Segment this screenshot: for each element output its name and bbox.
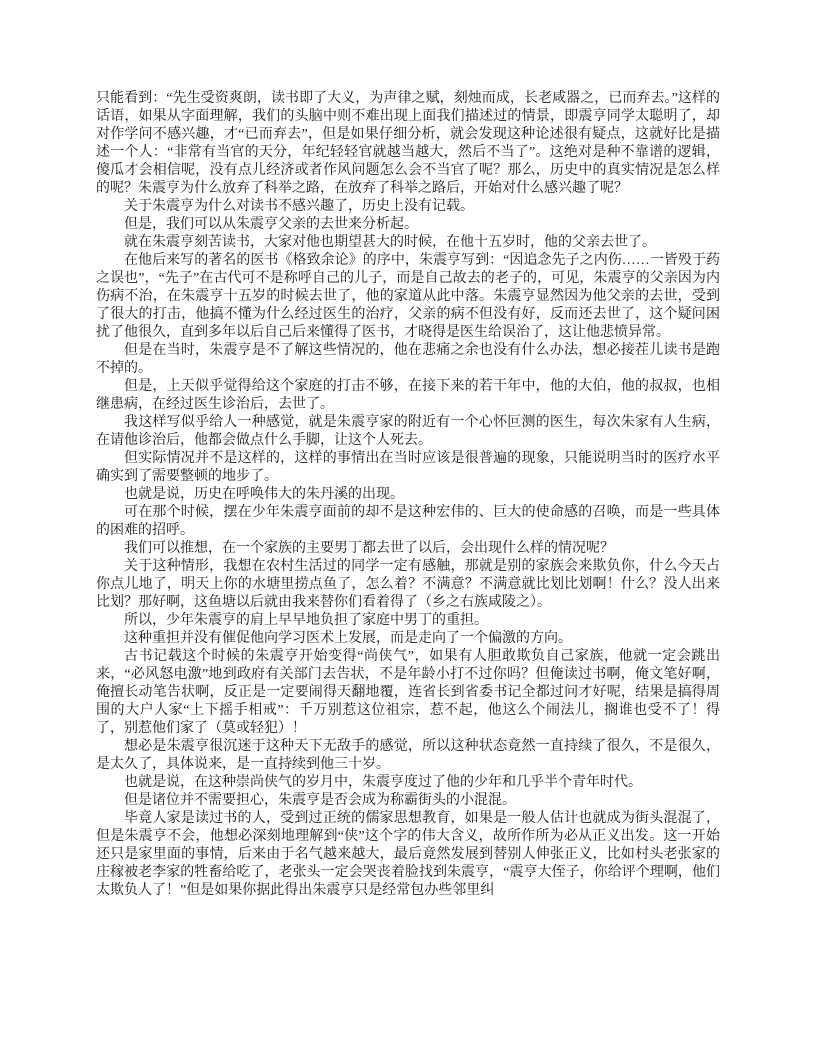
paragraph: 但是，上天似乎觉得给这个家庭的打击不够，在接下来的若干年中，他的大伯，他的叔叔，也相继患病，在经过医生诊治后，去世了。	[96, 379, 720, 412]
document-body	[96, 90, 720, 900]
paragraph: 但是诸位并不需要担心，朱震亨是否会成为称霸街头的小混混。	[124, 793, 516, 808]
paragraph: 但是，我们可以从朱震亨父亲的去世来分析起。	[124, 217, 418, 232]
paragraph: 我们可以推想，在一个家族的主要男丁都去世了以后，会出现什么样的情况呢？	[124, 541, 614, 556]
paragraph: 这种重担并没有催促他向学习医术上发展，而是走向了一个偏激的方向。	[124, 631, 572, 646]
paragraph: 也就是说，在这种崇尚侠气的岁月中，朱震亨度过了他的少年和几乎半个青年时代。	[124, 775, 642, 790]
paragraph: 所以，少年朱震亨的肩上早早地负担了家庭中男丁的重担。	[124, 613, 488, 628]
paragraph: 只能看到：“先生受资爽朗，读书即了大义，为声律之赋，刻烛而成，长老咸器之，已而弃去。”这样的话语，如果从字面理解，我们的头脑中则不难出现上面我们描述过的情景，即震亨同学太聪明了，却对作学问不感兴趣，才“已而弃去”，但是如果仔细分析，就会发现这种论述很有疑点，这就好比是描述一个人：“非常有当官的天分，年纪轻轻官就越当越大，然后不当了”。这绝对是种不靠谱的逻辑，傻瓜才会相信呢，没有点儿经济或者作风问题怎么会不当官了呢？那么，历史中的真实情况是怎么样的呢？朱震亨为什么放弃了科举之路，在放弃了科举之路后，开始对什么感兴趣了呢？	[96, 91, 720, 196]
paragraph: 古书记载这个时候的朱震亨开始变得“尚侠气”，如果有人胆敢欺负自己家族，他就一定会跳出来，“必风怒电激”地到政府有关部门去告状，不是年龄小打不过你吗？但俺读过书啊，俺文笔好啊，俺擅长动笔告状啊，反正是一定要闹得天翻地覆，连省长到省委书记全都过问才好呢，结果是搞得周围的大户人家“上下摇手相戒”：千万别惹这位祖宗，惹不起，他这么个闹法儿，搁谁也受不了！得了，别惹他们家了（莫或轻犯）！	[96, 649, 720, 736]
paragraph: 毕竟人家是读过书的人，受到过正统的儒家思想教育，如果是一般人估计也就成为街头混混了，但是朱震亨不会，他想必深刻地理解到“侠”这个字的伟大含义，故所作所为必从正义出发。这一开始还只是家里面的事情，后来由于名气越来越大，最后竟然发展到替别人伸张正义，比如村头老张家的庄稼被老李家的牲畜给吃了，老张头一定会哭丧着脸找到朱震亨，“震亨大侄子，你给评个理啊，他们太欺负人了！”但是如果你据此得出朱震亨只是经常包办些邻里纠	[96, 811, 720, 898]
paragraph: 关于朱震亨为什么对读书不感兴趣了，历史上没有记载。	[124, 199, 474, 214]
paragraph: 在他后来写的著名的医书《格致余论》的序中，朱震亨写到：“因追念先子之内伤……一皆殁于药之误也”，“先子”在古代可不是称呼自己的儿子，而是自己故去的老子的，可见，朱震亨的父亲因为内伤病不治，在朱震亨十五岁的时候去世了，他的家道从此中落。朱震亨显然因为他父亲的去世，受到了很大的打击，他搞不懂为什么经过医生的治疗，父亲的病不但没有好，反而还去世了，这个疑问困扰了他很久，直到多年以后自己后来懂得了医书，才晓得是医生给误治了，这让他悲愤异常。	[96, 253, 720, 340]
paragraph: 可在那个时候，摆在少年朱震亨面前的却不是这种宏伟的、巨大的使命感的召唤，而是一些具体的困难的招呼。	[96, 505, 720, 538]
paragraph: 就在朱震亨刻苦读书，大家对他也期望甚大的时候，在他十五岁时，他的父亲去世了。	[124, 235, 656, 250]
paragraph: 但是在当时，朱震亨是不了解这些情况的，他在悲痛之余也没有什么办法，想必接茬儿读书是跑不掉的。	[96, 343, 720, 376]
paragraph: 但实际情况并不是这样的，这样的事情出在当时应该是很普遍的现象，只能说明当时的医疗水平确实到了需要整顿的地步了。	[96, 451, 720, 484]
paragraph: 关于这种情形，我想在农村生活过的同学一定有感触，那就是别的家族会来欺负你，什么今天占你点儿地了，明天上你的水塘里捞点鱼了，怎么着？不满意？不满意就比划比划啊！什么？没人出来比划？那好啊，这鱼塘以后就由我来替你们看着得了（乡之右族咸陵之）。	[96, 559, 720, 610]
paragraph: 想必是朱震亨很沉迷于这种天下无敌手的感觉，所以这种状态竟然一直持续了很久，不是很久，是太久了，具体说来，是一直持续到他三十岁。	[96, 739, 720, 772]
paragraph: 我这样写似乎给人一种感觉，就是朱震亨家的附近有一个心怀叵测的医生，每次朱家有人生病，在请他诊治后，他都会做点什么手脚，让这个人死去。	[96, 415, 720, 448]
paragraph: 也就是说，历史在呼唤伟大的朱丹溪的出现。	[124, 487, 404, 502]
